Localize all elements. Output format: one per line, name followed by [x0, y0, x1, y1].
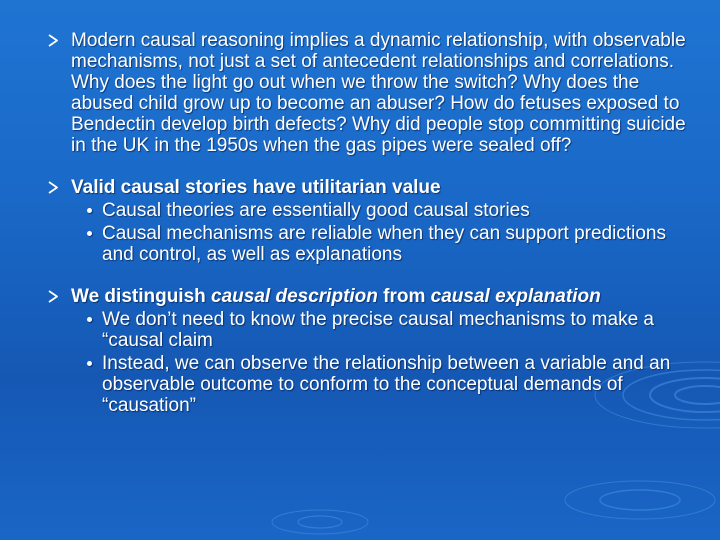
- sub-bullet: [79, 200, 688, 221]
- bullet-valid-causal-stories: [48, 177, 688, 198]
- bullet-heading-part: from: [377, 286, 431, 307]
- arrow-bullet-icon: [48, 290, 58, 303]
- sub-bullet-text: Causal mechanisms are reliable when they can support predictions and control, as well as explanations: [102, 223, 666, 265]
- dot-bullet-icon: [87, 317, 92, 322]
- italic-term: causal explanation: [430, 286, 601, 307]
- bullet-distinguish-description-explanation: [48, 286, 688, 307]
- arrow-bullet-icon: [48, 181, 58, 194]
- sub-bullet-text: Instead, we can observe the relationship between a variable and an observable outcome to conform to the conceptual demands of “causation”: [102, 353, 671, 416]
- dot-bullet-icon: [87, 361, 92, 366]
- arrow-bullet-icon: [48, 34, 58, 47]
- italic-term: causal description: [211, 286, 378, 307]
- sub-bullet-text: Causal theories are essentially good causal stories: [102, 200, 530, 221]
- dot-bullet-icon: [87, 208, 92, 213]
- bullet-heading-part: We distinguish: [71, 286, 212, 307]
- bullet-modern-causal-reasoning: [48, 30, 688, 156]
- sub-bullet: [79, 223, 688, 265]
- slide-body: [48, 30, 688, 416]
- sub-bullet-text: We don’t need to know the precise causal mechanisms to make a “causal claim: [102, 309, 654, 351]
- bullet-heading: Valid causal stories have utilitarian value: [71, 177, 441, 198]
- sub-bullet: [79, 309, 688, 351]
- bullet-text: Modern causal reasoning implies a dynamic relationship, with observable mechanisms, not just a set of antecedent relationships and correlations. Why does the light go out when we throw the switch? Why does the abused child grow up to become an abuser? How do fetuses exposed to Bendectin develop birth defects? Why did people stop committing suicide in the UK in the 1950s when the gas pipes were sealed off?: [71, 30, 686, 156]
- dot-bullet-icon: [87, 231, 92, 236]
- sub-bullet: [79, 353, 688, 416]
